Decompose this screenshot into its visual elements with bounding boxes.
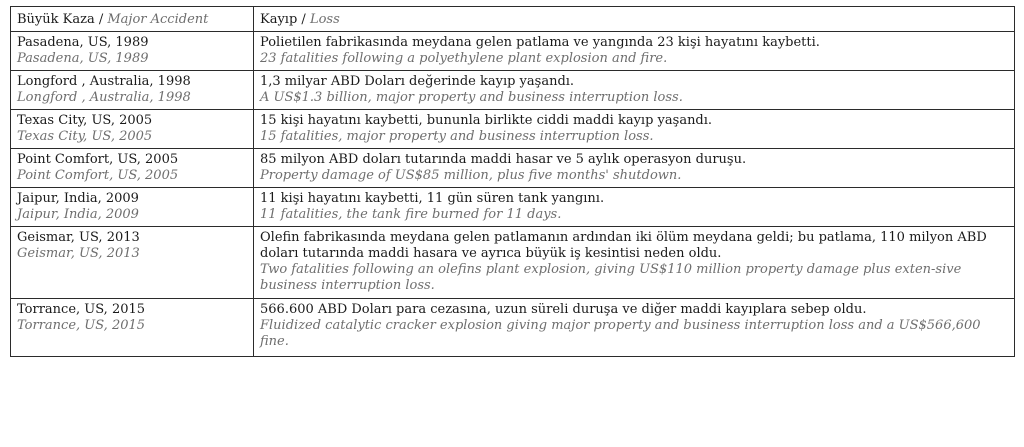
loss-cell — [254, 299, 1015, 357]
place-cell — [11, 188, 254, 227]
table-row — [11, 110, 1015, 149]
loss-cell — [254, 32, 1015, 71]
loss-tr: 85 milyon ABD doları tutarında maddi hasar ve 5 aylık operasyon duruşu. — [260, 152, 747, 167]
loss-cell — [254, 110, 1015, 149]
place-en: Point Comfort, US, 2005 — [17, 168, 179, 183]
loss-tr: 15 kişi hayatını kaybetti, bununla birlikte ciddi maddi kayıp yaşandı. — [260, 113, 713, 128]
accident-table-container — [10, 6, 1014, 357]
place-en: Jaipur, India, 2009 — [17, 207, 139, 222]
loss-en: A US$1.3 billion, major property and business interruption loss. — [260, 90, 683, 105]
table-row — [11, 188, 1015, 227]
place-tr: Geismar, US, 2013 — [17, 230, 140, 245]
header-col2-tr: Kayıp — [260, 12, 298, 27]
loss-tr: 1,3 milyar ABD Doları değerinde kayıp yaşandı. — [260, 74, 575, 89]
loss-en: Two fatalities following an olefins plant explosion, giving US$110 million property damage plus exten-sive business interruption loss. — [260, 262, 962, 293]
loss-en: 23 fatalities following a polyethylene plant explosion and fire. — [260, 51, 668, 66]
header-loss — [254, 7, 1015, 32]
loss-cell — [254, 71, 1015, 110]
loss-en: 15 fatalities, major property and business interruption loss. — [260, 129, 654, 144]
table-row — [11, 71, 1015, 110]
place-en: Pasadena, US, 1989 — [17, 51, 149, 66]
header-col2-en: Loss — [309, 12, 340, 27]
loss-tr: 11 kişi hayatını kaybetti, 11 gün süren tank yangını. — [260, 191, 605, 206]
loss-tr: 566.600 ABD Doları para cezasına, uzun süreli duruşa ve diğer maddi kayıplara sebep oldu. — [260, 302, 867, 317]
table-row — [11, 32, 1015, 71]
loss-en: 11 fatalities, the tank fire burned for 11 days. — [260, 207, 562, 222]
place-cell — [11, 32, 254, 71]
place-tr: Torrance, US, 2015 — [17, 302, 146, 317]
place-cell — [11, 227, 254, 299]
place-tr: Pasadena, US, 1989 — [17, 35, 149, 50]
loss-cell — [254, 227, 1015, 299]
place-en: Texas City, US, 2005 — [17, 129, 153, 144]
header-col1-en: Major Accident — [107, 12, 209, 27]
table-row — [11, 149, 1015, 188]
table-header-row — [11, 7, 1015, 32]
place-tr: Jaipur, India, 2009 — [17, 191, 139, 206]
header-major-accident — [11, 7, 254, 32]
place-cell — [11, 149, 254, 188]
place-en: Geismar, US, 2013 — [17, 246, 140, 261]
place-en: Torrance, US, 2015 — [17, 318, 146, 333]
loss-tr: Polietilen fabrikasında meydana gelen patlama ve yangında 23 kişi hayatını kaybetti. — [260, 35, 820, 50]
place-en: Longford , Australia, 1998 — [17, 90, 191, 105]
header-col1-sep: / — [94, 12, 108, 27]
loss-cell — [254, 149, 1015, 188]
place-cell — [11, 71, 254, 110]
loss-cell — [254, 188, 1015, 227]
table-row — [11, 227, 1015, 299]
place-cell — [11, 299, 254, 357]
place-cell — [11, 110, 254, 149]
major-accidents-table — [10, 6, 1015, 357]
loss-en: Property damage of US$85 million, plus five months' shutdown. — [260, 168, 682, 183]
place-tr: Longford , Australia, 1998 — [17, 74, 191, 89]
place-tr: Point Comfort, US, 2005 — [17, 152, 179, 167]
loss-tr: Olefin fabrikasında meydana gelen patlamanın ardından iki ölüm meydana geldi; bu patlama, 110 milyon ABD doları tutarında maddi hasara ve ayrıca büyük iş kesintisi neden oldu. — [260, 230, 987, 261]
header-col2-sep: / — [297, 12, 310, 27]
table-row — [11, 299, 1015, 357]
place-tr: Texas City, US, 2005 — [17, 113, 153, 128]
header-col1-tr: Büyük Kaza — [17, 12, 95, 27]
loss-en: Fluidized catalytic cracker explosion giving major property and business interruption loss and a US$566,600 fine. — [260, 318, 981, 349]
